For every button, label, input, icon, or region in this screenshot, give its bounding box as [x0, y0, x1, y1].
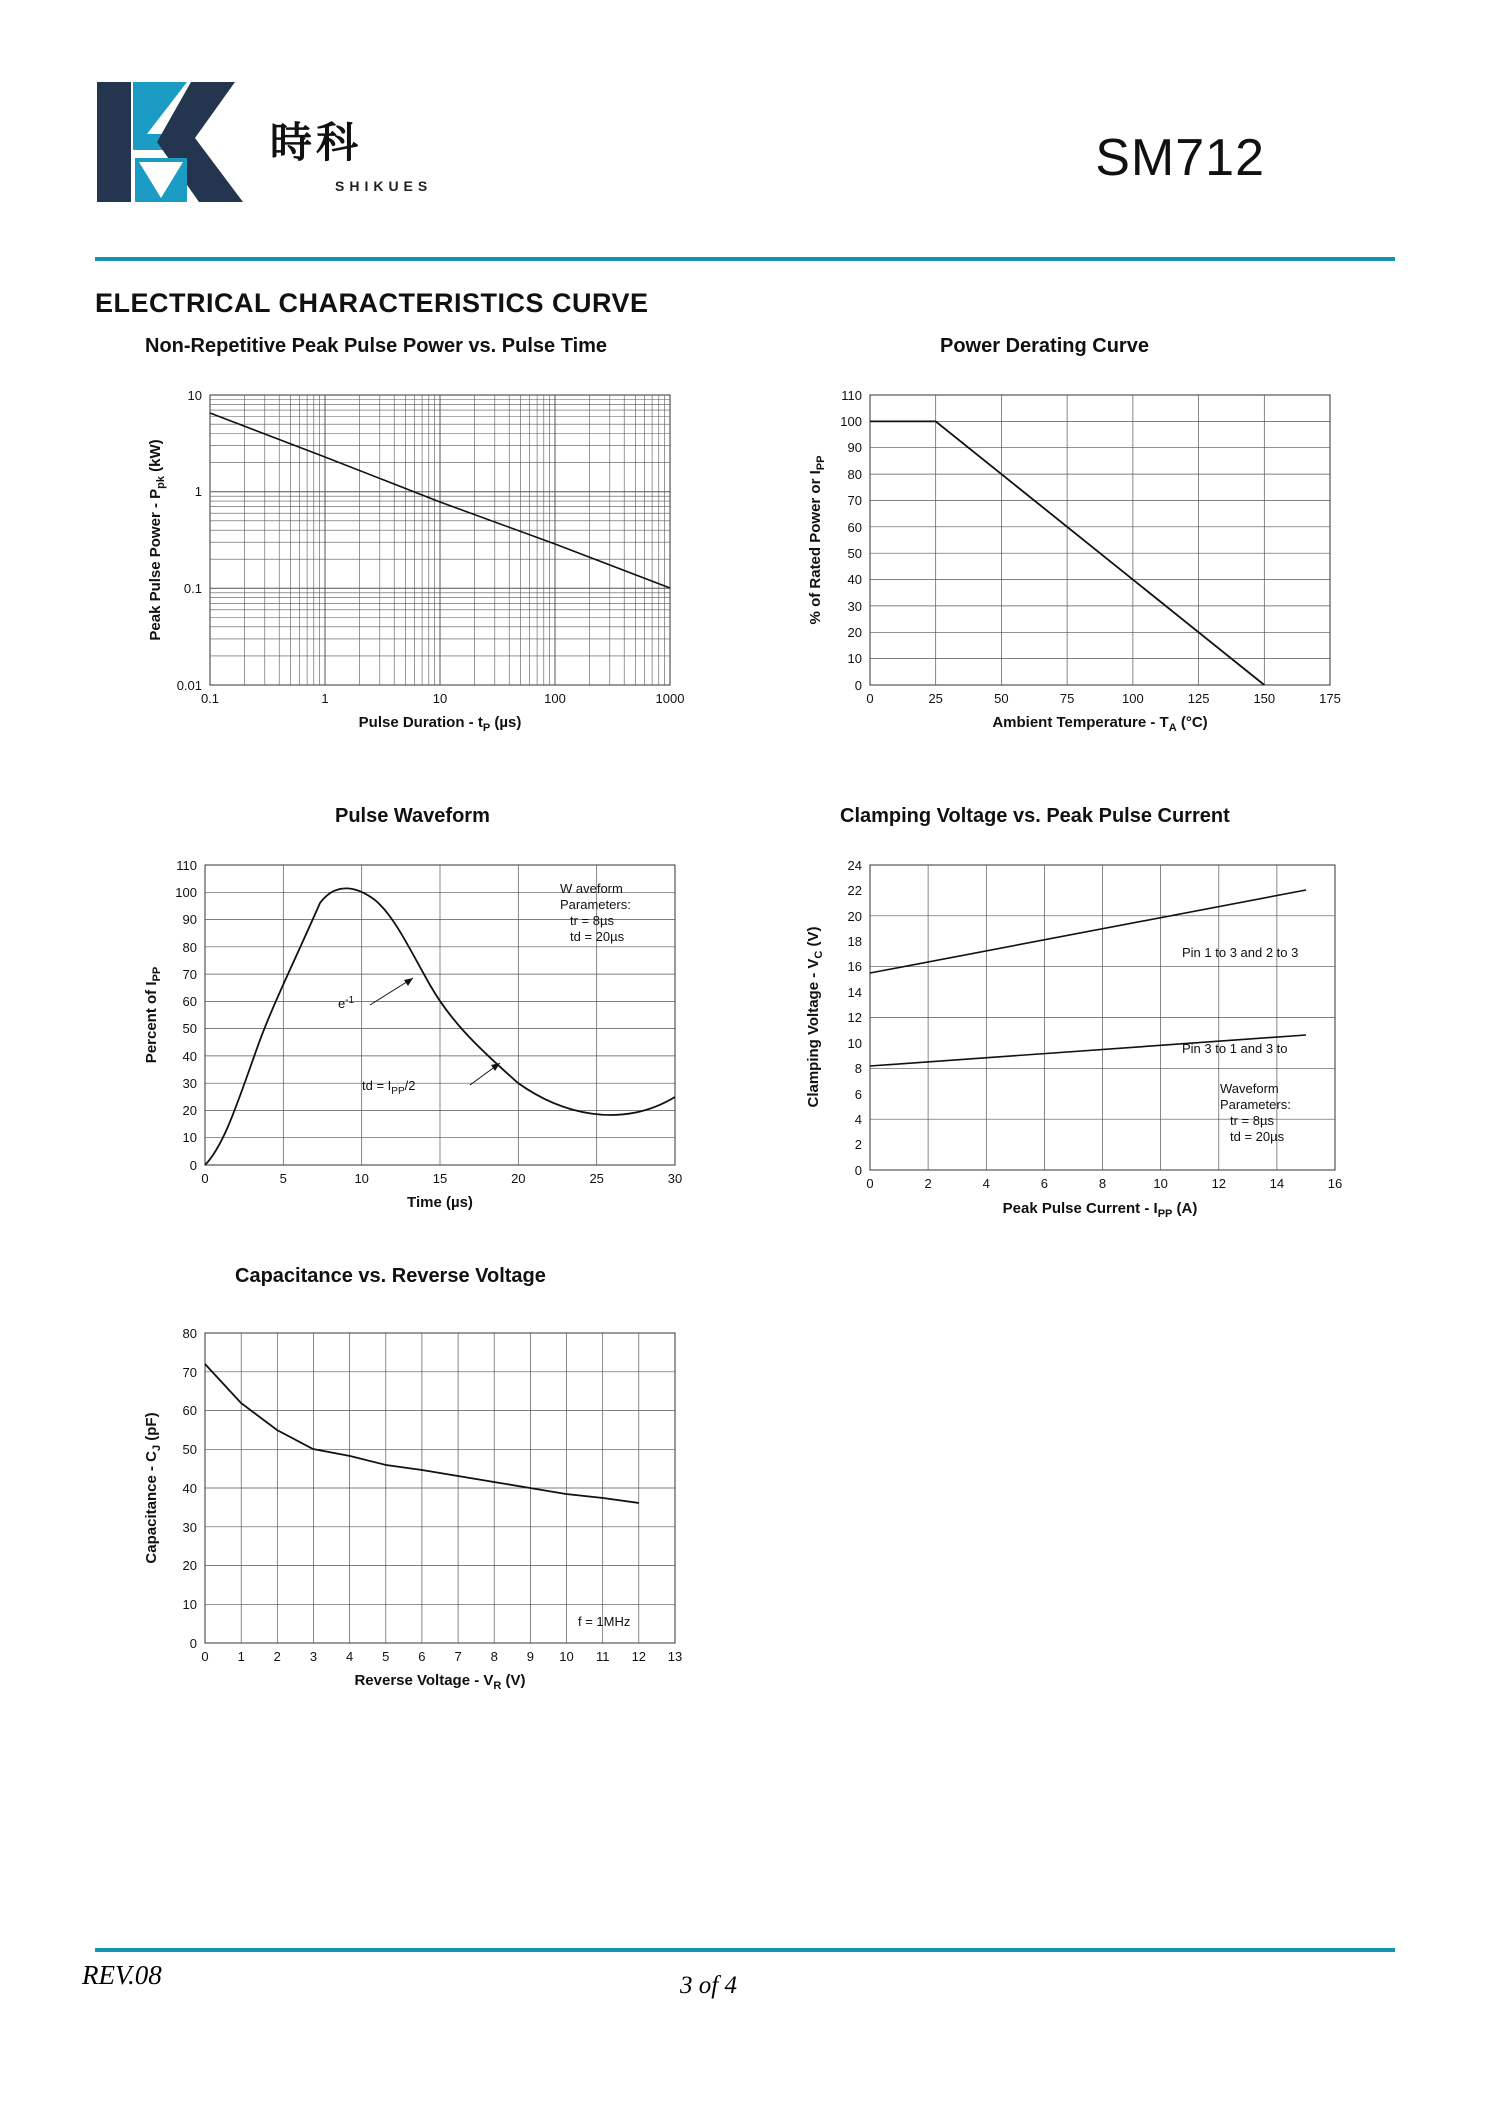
y-tick: 0 — [854, 678, 862, 693]
x-tick: 1 — [321, 691, 329, 706]
logo-chinese-name: 時科 — [270, 118, 363, 167]
x-tick: 25 — [589, 1171, 604, 1186]
x-tick: 3 — [309, 1649, 318, 1664]
x-tick: 12 — [1211, 1176, 1227, 1191]
x-tick: 75 — [1059, 691, 1075, 706]
y-tick: 40 — [182, 1481, 197, 1496]
x-tick: 4 — [982, 1176, 990, 1191]
y-tick: 20 — [847, 909, 862, 924]
y-tick: 22 — [847, 883, 862, 898]
x-tick: 2 — [273, 1649, 281, 1664]
chart-title: Clamping Voltage vs. Peak Pulse Current — [840, 805, 1230, 827]
x-tick: 14 — [1269, 1176, 1285, 1191]
y-axis-label: Percent of $I_{PP}$ — [143, 966, 163, 1064]
x-tick: 10 — [559, 1649, 574, 1664]
y-tick: 50 — [182, 1021, 197, 1036]
y-tick: 100 — [175, 885, 197, 900]
chart-title: Capacitance vs. Reverse Voltage — [235, 1265, 546, 1287]
logo-mark-icon — [95, 80, 260, 205]
footer-divider — [95, 1948, 1395, 1952]
annotation-text: tr = 8µs — [1230, 1113, 1274, 1128]
x-tick: 25 — [928, 691, 943, 706]
y-tick: 18 — [847, 934, 862, 949]
y-tick: 2 — [854, 1137, 862, 1152]
x-tick: 150 — [1253, 691, 1276, 706]
chart-title: Pulse Waveform — [335, 805, 490, 827]
y-tick: 60 — [847, 520, 862, 535]
x-tick: 8 — [1098, 1176, 1107, 1191]
x-tick: 12 — [631, 1649, 647, 1664]
x-tick: 30 — [667, 1171, 683, 1186]
x-tick: 8 — [490, 1649, 498, 1664]
y-tick: 70 — [182, 1365, 197, 1380]
x-tick: 0 — [866, 691, 874, 706]
annotation-text: tr = 8µs — [570, 913, 614, 928]
y-tick: 80 — [847, 467, 862, 482]
y-tick: 110 — [841, 388, 862, 403]
y-tick: 0 — [189, 1636, 197, 1651]
x-tick: 11 — [595, 1649, 610, 1664]
x-axis-label: Pulse Duration - $t_P$ (µs) — [358, 714, 522, 734]
y-tick: 30 — [182, 1520, 197, 1535]
x-tick: 0 — [201, 1649, 209, 1664]
logo-brand-text: SHIKUES — [335, 178, 433, 194]
annotation-e-inverse: $e^{-1}$ — [338, 995, 355, 1011]
y-tick: 10 — [847, 651, 862, 666]
x-tick: 0 — [201, 1171, 209, 1186]
y-tick: 20 — [847, 625, 862, 640]
annotation-text: td = 20µs — [1230, 1129, 1285, 1144]
y-tick: 24 — [847, 858, 862, 873]
x-tick: 9 — [526, 1649, 535, 1664]
y-tick: 60 — [182, 1403, 197, 1418]
y-tick: 100 — [840, 414, 862, 429]
revision-label: REV.08 — [82, 1960, 162, 1990]
y-tick: 70 — [847, 493, 862, 508]
y-tick: 70 — [182, 967, 197, 982]
series-label-upper: Pin 1 to 3 and 2 to 3 — [1182, 945, 1299, 960]
x-axis-label: Reverse Voltage - $V_R$ (V) — [354, 1672, 526, 1692]
y-axis-label: % of Rated Power or $I_{PP}$ — [807, 455, 827, 625]
x-tick: 1 — [237, 1649, 245, 1664]
annotation-frequency: f = 1MHz — [578, 1614, 631, 1629]
page-title: ELECTRICAL CHARACTERISTICS CURVE — [95, 288, 649, 318]
annotation-text: Parameters: — [560, 897, 631, 912]
y-tick: 90 — [182, 912, 197, 927]
x-tick: 0.1 — [200, 691, 220, 706]
y-tick: 40 — [182, 1049, 197, 1064]
part-number: SM712 — [1095, 129, 1265, 187]
chart-canvas — [130, 375, 740, 775]
y-tick: 6 — [854, 1087, 862, 1102]
x-axis-label: Peak Pulse Current - $I_{PP}$ (A) — [1002, 1200, 1198, 1220]
y-axis-label: Capacitance - $C_J$ (pF) — [143, 1412, 163, 1564]
x-tick: 13 — [667, 1649, 683, 1664]
page-number: 3 of 4 — [680, 1972, 737, 1999]
company-logo — [95, 80, 433, 215]
x-tick: 15 — [432, 1171, 448, 1186]
y-tick: 10 — [182, 1130, 197, 1145]
x-tick: 5 — [382, 1649, 390, 1664]
y-axis-label: Peak Pulse Power - $P_{pk}$ (kW) — [147, 439, 167, 641]
y-tick: 30 — [847, 599, 862, 614]
y-tick: 8 — [854, 1061, 862, 1076]
annotation-text: Waveform — [1220, 1081, 1279, 1096]
header-divider — [95, 257, 1395, 261]
x-tick: 1000 — [655, 691, 685, 706]
chart-canvas — [130, 845, 740, 1245]
x-tick: 10 — [432, 691, 448, 706]
y-tick: 80 — [182, 1326, 197, 1341]
x-tick: 50 — [994, 691, 1009, 706]
x-tick: 125 — [1187, 691, 1210, 706]
x-tick: 10 — [1153, 1176, 1168, 1191]
x-tick: 10 — [354, 1171, 369, 1186]
y-tick: 0 — [189, 1158, 197, 1173]
x-tick: 6 — [418, 1649, 426, 1664]
annotation-text: td = 20µs — [570, 929, 625, 944]
annotation-text: Parameters: — [1220, 1097, 1291, 1112]
x-axis-label: Time (µs) — [407, 1194, 473, 1211]
y-tick: 12 — [847, 1010, 862, 1025]
x-tick: 175 — [1319, 691, 1341, 706]
y-tick: 90 — [847, 440, 862, 455]
y-tick: 20 — [182, 1558, 197, 1573]
chart-capacitance — [130, 1265, 750, 1715]
y-tick: 0 — [854, 1163, 862, 1178]
series-label-lower: Pin 3 to 1 and 3 to — [1182, 1041, 1288, 1056]
y-tick: 20 — [182, 1103, 197, 1118]
chart-power-derating — [790, 335, 1400, 765]
y-tick: 50 — [847, 546, 862, 561]
y-tick: 0.1 — [183, 581, 202, 596]
x-tick: 6 — [1040, 1176, 1049, 1191]
x-tick: 5 — [279, 1171, 287, 1186]
chart-title: Power Derating Curve — [940, 335, 1149, 357]
y-tick: 30 — [182, 1076, 197, 1091]
y-axis-label: Clamping Voltage - $V_C$ (V) — [805, 926, 825, 1108]
y-tick: 80 — [182, 940, 197, 955]
chart-peak-pulse-power — [130, 335, 740, 765]
annotation-text: W aveform — [560, 881, 623, 896]
chart-clamping-voltage — [790, 805, 1410, 1235]
x-tick: 100 — [1122, 691, 1144, 706]
x-tick: 0 — [866, 1176, 874, 1191]
chart-canvas — [790, 845, 1410, 1245]
y-tick: 50 — [182, 1442, 197, 1457]
y-tick: 10 — [187, 388, 202, 403]
chart-canvas — [130, 1313, 750, 1733]
page-header — [95, 80, 1395, 260]
y-tick: 0.01 — [176, 678, 202, 693]
chart-canvas — [790, 375, 1400, 775]
y-tick: 60 — [182, 994, 197, 1009]
y-tick: 10 — [847, 1036, 862, 1051]
chart-pulse-waveform — [130, 805, 740, 1235]
x-tick: 4 — [345, 1649, 354, 1664]
y-tick: 16 — [847, 959, 862, 974]
chart-title: Non-Repetitive Peak Pulse Power vs. Pulse Time — [145, 335, 608, 357]
y-tick: 1 — [194, 484, 202, 499]
data-series-line-upper — [870, 890, 1306, 973]
x-tick: 7 — [454, 1649, 462, 1664]
y-tick: 4 — [854, 1112, 862, 1127]
y-tick: 10 — [182, 1597, 197, 1612]
x-tick: 100 — [544, 691, 566, 706]
x-tick: 20 — [511, 1171, 526, 1186]
y-tick: 40 — [847, 572, 862, 587]
x-tick: 16 — [1327, 1176, 1343, 1191]
annotation-td: td = $I_{PP}/2$ — [362, 1078, 416, 1097]
x-axis-label: Ambient Temperature - $T_A$ (°C) — [992, 714, 1208, 734]
y-tick: 110 — [176, 858, 197, 873]
x-tick: 2 — [924, 1176, 932, 1191]
y-tick: 14 — [847, 985, 862, 1000]
